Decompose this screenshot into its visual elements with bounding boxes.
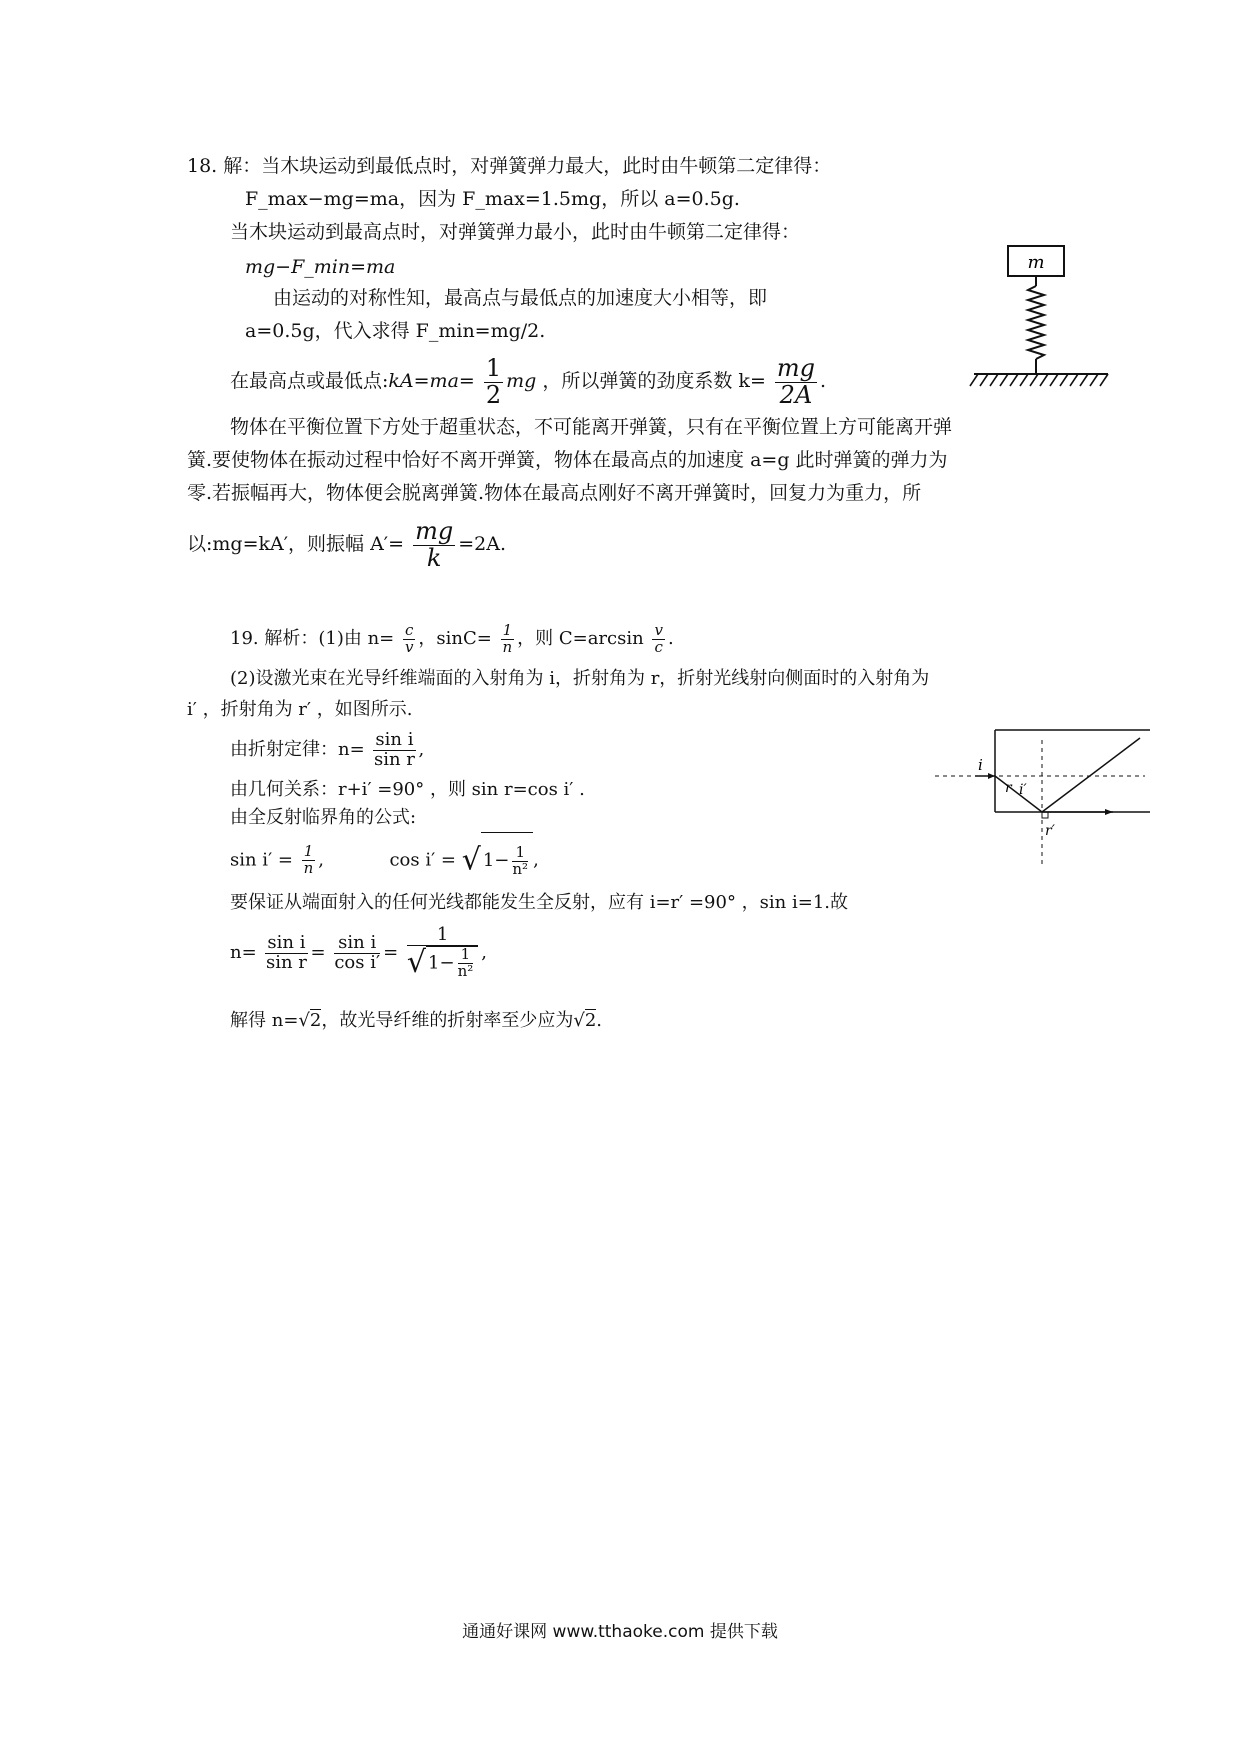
fraction-denominator: 2 bbox=[485, 380, 502, 409]
fraction-numerator: 1 bbox=[458, 947, 474, 964]
fraction-numerator: sin i bbox=[375, 728, 414, 750]
page-footer: 通通好课网 www.tthaoke.com 提供下载 bbox=[462, 1622, 778, 1642]
angle-i-label: i bbox=[978, 756, 983, 774]
fraction-numerator: 1 bbox=[512, 845, 528, 862]
q19-l10-d: 2 bbox=[584, 1010, 597, 1031]
q18-half-fraction bbox=[484, 356, 503, 407]
angle-r-prime-label: r′ bbox=[1045, 823, 1055, 839]
q19-l1-mid1: ，sinC= bbox=[418, 628, 492, 649]
q19-sin-cos-fraction bbox=[334, 931, 381, 973]
fraction-denominator: 2A bbox=[779, 380, 813, 409]
arrow-icon bbox=[1105, 809, 1113, 815]
q19-line-2: (2)设激光束在光导纤维端面的入射角为 i，折射角为 r，折射光线射向侧面时的入射角为 bbox=[230, 668, 930, 689]
mass-label: m bbox=[1027, 252, 1045, 273]
q18-line7-mg: mg bbox=[506, 370, 537, 392]
fraction-numerator: mg bbox=[415, 517, 454, 546]
q19-sin-ip-fraction bbox=[302, 844, 316, 877]
q19-final-fraction bbox=[407, 926, 478, 979]
fraction-denominator: sin r bbox=[266, 951, 307, 973]
q19-l9-eq1: = bbox=[310, 942, 326, 963]
q18-line-6: a=0.5g，代入求得 F_min=mg/2. bbox=[245, 320, 546, 342]
q18-line-1: 18. 解：当木块运动到最低点时，对弹簧弹力最大，此时由牛顿第二定律得： bbox=[187, 155, 832, 177]
q19-line-8: 要保证从端面射入的任何光线都能发生全反射，应有 i=r′ =90° ，sin i=1.故 bbox=[230, 892, 849, 913]
fraction-numerator: sin i bbox=[334, 934, 380, 954]
q19-l4-end: , bbox=[418, 739, 425, 760]
q18-para-1: 物体在平衡位置下方处于超重状态，不可能离开弹簧，只有在平衡位置上方可能离开弹 bbox=[230, 416, 953, 438]
sqrt-symbol-icon: √ bbox=[573, 1010, 585, 1031]
q18-line7-mid: ，所以弹簧的劲度系数 k= bbox=[542, 370, 766, 392]
fraction-denominator: n² bbox=[512, 859, 529, 878]
q19-l7a: sin i′ = bbox=[230, 849, 293, 871]
q19-c-over-v-fraction bbox=[403, 620, 415, 656]
sqrt-radicand-text: 1− bbox=[482, 850, 510, 871]
angle-r-label: r bbox=[1005, 780, 1012, 796]
sqrt-symbol-icon: √ bbox=[298, 1010, 310, 1031]
reflected-ray bbox=[1042, 738, 1140, 812]
q18-para-3: 零.若振幅再大，物体便会脱离弹簧.物体在最高点刚好不离开弹簧时，回复力为重力，所 bbox=[187, 482, 922, 504]
q19-l1-mid2: ，则 C=arcsin bbox=[517, 628, 644, 649]
fraction-denominator: c bbox=[654, 637, 663, 656]
q19-cos-ip-sqrt bbox=[462, 832, 533, 889]
fraction-denominator: n bbox=[303, 859, 314, 877]
q19-sin-ratio-fraction bbox=[265, 931, 307, 973]
q18-line-5: 由运动的对称性知，最高点与最低点的加速度大小相等，即 bbox=[273, 287, 768, 309]
fraction-denominator: sin r bbox=[374, 748, 415, 770]
q18-line-2: F_max−mg=ma，因为 F_max=1.5mg，所以 a=0.5g. bbox=[245, 188, 740, 210]
q18-line-3: 当木块运动到最高点时，对弹簧弹力最小，此时由牛顿第二定律得： bbox=[230, 221, 801, 243]
optical-fiber-figure bbox=[935, 720, 1155, 880]
q18-k-fraction bbox=[775, 356, 817, 407]
ground-hatching bbox=[970, 374, 1108, 386]
q19-l4-prefix: 由折射定律：n= bbox=[230, 739, 365, 760]
q19-line-7 bbox=[230, 832, 539, 889]
q18-para4-prefix: 以:mg=kA′，则振幅 A′= bbox=[187, 533, 405, 555]
fraction-numerator: 1 bbox=[485, 354, 502, 383]
q18-line-4: mg−F_min=ma bbox=[245, 256, 396, 278]
q19-l10-c: ，故光导纤维的折射率至少应为 bbox=[321, 1010, 574, 1031]
q19-line-1 bbox=[230, 616, 674, 662]
fraction-denominator: cos i′ bbox=[334, 951, 381, 973]
q19-l10-b: 2 bbox=[309, 1010, 322, 1031]
q18-line7-eq: kA=ma= bbox=[388, 370, 475, 392]
q19-v-over-c-fraction bbox=[652, 620, 664, 656]
q18-line7-prefix: 在最高点或最低点: bbox=[230, 370, 389, 392]
q19-l9-eq2: = bbox=[383, 942, 399, 963]
spring-mass-figure bbox=[968, 240, 1118, 395]
q19-l7b-end: , bbox=[533, 849, 539, 871]
q19-line-4 bbox=[230, 722, 424, 778]
fraction-numerator: 1 bbox=[502, 620, 513, 639]
fraction-numerator: mg bbox=[776, 354, 816, 383]
q19-l9-end: , bbox=[481, 942, 487, 963]
q19-l7a-end: , bbox=[318, 849, 324, 871]
q19-line-3: i′ ，折射角为 r′ ，如图所示. bbox=[187, 699, 413, 720]
fraction-denominator bbox=[407, 946, 478, 980]
angle-i-prime-label: i′ bbox=[1019, 782, 1027, 798]
q19-line-10 bbox=[230, 1008, 602, 1034]
sqrt-symbol-icon: √ bbox=[406, 945, 427, 981]
q19-line-9 bbox=[230, 915, 487, 991]
fraction-numerator: v bbox=[654, 620, 663, 639]
q19-l1-end: . bbox=[667, 628, 674, 649]
q18-line-7 bbox=[230, 351, 826, 411]
q18-para-2: 簧.要使物体在振动过程中恰好不离开弹簧，物体在最高点的加速度 a=g 此时弹簧的弹力为 bbox=[187, 449, 948, 471]
fraction-denominator: n bbox=[502, 637, 513, 656]
q19-l1-prefix: 19. 解析：(1)由 n= bbox=[230, 628, 395, 649]
sqrt-radicand-text: 1− bbox=[428, 952, 455, 974]
q19-l10-a: 解得 n= bbox=[230, 1010, 299, 1031]
fraction-numerator: 1 bbox=[303, 842, 314, 861]
q19-snell-fraction bbox=[373, 728, 415, 770]
fraction-denominator: k bbox=[426, 543, 442, 572]
fraction-numerator: c bbox=[404, 620, 414, 639]
q19-l7b: cos i′ = bbox=[389, 849, 456, 871]
right-angle-mark bbox=[1042, 812, 1048, 818]
q18-para-4 bbox=[187, 514, 506, 574]
q18-line7-end: . bbox=[820, 370, 827, 392]
sqrt-symbol-icon: √ bbox=[461, 842, 481, 878]
q19-l10-e: . bbox=[596, 1010, 603, 1031]
q19-line-5: 由几何关系：r+i′ =90° ，则 sin r=cos i′ . bbox=[230, 779, 585, 800]
q19-line-6: 由全反射临界角的公式: bbox=[230, 807, 417, 828]
q18-amplitude-fraction bbox=[413, 519, 455, 570]
arrow-icon bbox=[988, 773, 995, 779]
fraction-numerator: sin i bbox=[267, 931, 306, 953]
fraction-denominator: n² bbox=[457, 961, 474, 980]
q19-one-over-n2-fraction bbox=[512, 842, 529, 878]
spring-coil bbox=[1028, 286, 1044, 359]
q19-inner-fraction bbox=[458, 947, 474, 980]
fraction-denominator: v bbox=[404, 637, 414, 656]
q19-l9-prefix: n= bbox=[230, 942, 257, 963]
q19-one-over-n-fraction bbox=[501, 620, 515, 656]
fraction-numerator: 1 bbox=[407, 926, 478, 946]
q18-para4-end: =2A. bbox=[458, 533, 506, 555]
